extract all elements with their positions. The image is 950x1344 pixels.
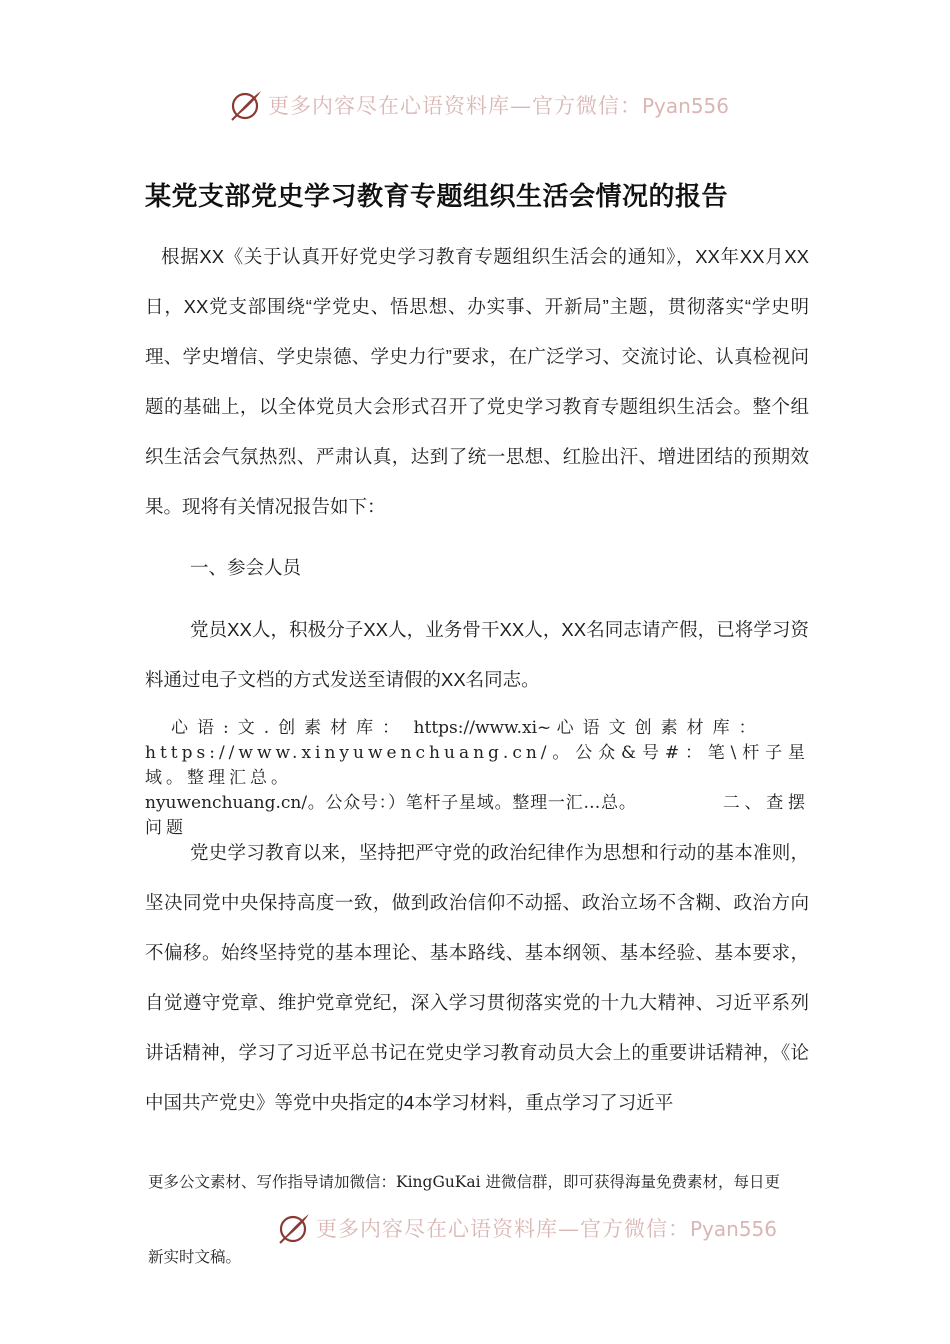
quill-logo-icon (228, 87, 264, 123)
paragraph-issues: 党史学习教育以来，坚持把严守党的政治纪律作为思想和行动的基本准则，坚决同党中央保持高度一致，做到政治信仰不动摇、政治立场不含糊、政治方向不偏移。始终坚持党的基本理论、基本路线、基本纲领、基本经验、基本要求，自觉遵守党章、维护党章党纪，深入学习贯彻落实党的十九大精神、习近平系列讲话精神，学习了习近平总书记在党史学习教育动员大会上的重要讲话精神，《论中国共产党史》等党中央指定的4本学习材料，重点学习了习近平 (145, 842, 809, 1113)
watermark-noise-text (145, 716, 809, 841)
watermark-line3: nyuwenchuang.cn/。公众号：）笔杆子星域。整理一汇…总。 (145, 793, 637, 813)
banner-slogan: 更多内容尽在心语资料库—官方微信： (316, 1217, 690, 1241)
footer-watermark-banner (276, 1208, 796, 1248)
watermark-url1: https://www.xi~ (413, 718, 552, 738)
banner-text (316, 1213, 777, 1243)
watermark-line1b: 心语文创素材库： (556, 718, 765, 738)
paragraph-intro: 根据XX《关于认真开好党史学习教育专题组织生活会的通知》，XX年XX月XX日，XX党支部围绕“学党史、悟思想、办实事、开新局”主题，贯彻落实“学史明理、学史增信、学史崇德、学史力行”要求，在广泛学习、交流讨论、认真检视问题的基础上，以全体党员大会形式召开了党史学习教育专题组织生活会。整个组织生活会气氛热烈、严肃认真，达到了统一思想、红脸出汗、增进团结的预期效果。现将有关情况报告如下： (145, 246, 809, 517)
header-watermark-banner (228, 85, 748, 125)
document-title: 某党支部党史学习教育专题组织生活会情况的报告 (145, 181, 729, 211)
section-heading-issues: 二、查摆问题 (145, 793, 809, 838)
watermark-line1: 心语:文.创素材库： (171, 718, 409, 738)
banner-account: Pyan556 (642, 94, 730, 118)
banner-account: Pyan556 (690, 1217, 778, 1241)
banner-text (268, 90, 729, 120)
banner-slogan: 更多内容尽在心语资料库—官方微信： (268, 94, 642, 118)
watermark-line2: https://www.xinyuwenchuang.cn/。公众&号#：笔\杆子星域。整理汇总。 (145, 743, 809, 788)
section-heading-attendees: 一、参会人员 (190, 557, 302, 578)
footer-note: 更多公文素材、写作指导请加微信：KingGuKai 进微信群，即可获得海量免费素材，每日更 (148, 1173, 781, 1191)
footer-note-tail: 新实时文稿。 (148, 1248, 242, 1266)
quill-logo-icon (276, 1210, 312, 1246)
paragraph-attendees: 党员XX人，积极分子XX人，业务骨干XX人，XX名同志请产假，已将学习资料通过电子文档的方式发送至请假的XX名同志。 (145, 619, 809, 690)
